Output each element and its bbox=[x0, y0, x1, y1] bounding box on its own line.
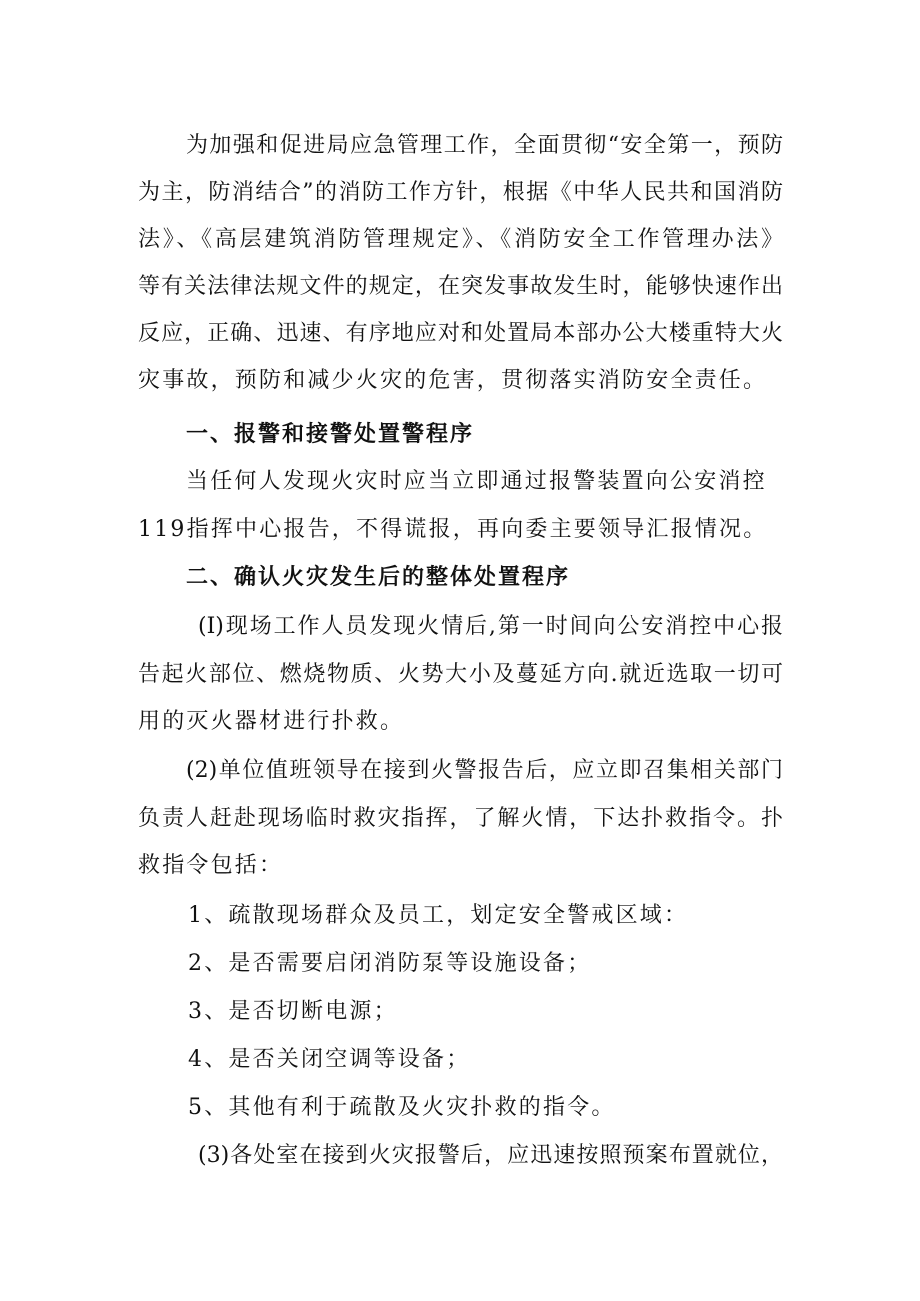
item-2-line: 救指令包括： bbox=[138, 853, 284, 878]
intro-line: 为主，防消结合”的消防工作方针，根据《中华人民共和国消防 bbox=[138, 180, 783, 205]
order-item: 4、是否关闭空调等设备； bbox=[188, 1047, 471, 1072]
section1-line: 当任何人发现火灾时应当立即通过报警装置向公安消控 bbox=[186, 469, 767, 494]
item-2-line: (2)单位值班领导在接到火警报告后，应立即召集相关部门 bbox=[186, 758, 783, 783]
intro-line: 灾事故，预防和减少火灾的危害，贯彻落实消防安全责任。 bbox=[138, 368, 768, 393]
item-1-line: (I)现场工作人员发现火情后,第一时间向公安消控中心报 bbox=[198, 614, 783, 639]
intro-line: 等有关法律法规文件的规定，在突发事故发生时，能够快速作出 bbox=[138, 274, 783, 299]
order-item: 2、是否需要启闭消防泵等设施设备； bbox=[188, 951, 592, 976]
section1-line: 119指挥中心报告，不得谎报，再向委主要领导汇报情况。 bbox=[138, 517, 768, 542]
order-item: 5、其他有利于疏散及火灾扑救的指令。 bbox=[188, 1095, 616, 1120]
item-2-line: 负责人赶赴现场临时救灾指挥，了解火情，下达扑救指令。扑 bbox=[138, 806, 783, 831]
order-item: 1、疏散现场群众及员工，划定安全警戒区域： bbox=[188, 903, 689, 928]
section-heading-1: 一、报警和接警处置警程序 bbox=[186, 422, 475, 447]
item-1-line: 告起火部位、燃烧物质、火势大小及蔓延方向.就近选取一切可 bbox=[138, 662, 783, 687]
item-3-line: (3)各处室在接到火灾报警后，应迅速按照预案布置就位， bbox=[198, 1143, 783, 1168]
intro-line: 为加强和促进局应急管理工作，全面贯彻“安全第一，预防 bbox=[186, 133, 783, 158]
intro-line: 反应，正确、迅速、有序地应对和处置局本部办公大楼重特大火 bbox=[138, 321, 783, 346]
section-heading-2: 二、确认火灾发生后的整体处置程序 bbox=[186, 565, 571, 590]
order-item: 3、是否切断电源； bbox=[188, 999, 398, 1024]
intro-line: 法》、《高层建筑消防管理规定》、《消防安全工作管理办法》 bbox=[138, 227, 783, 252]
item-1-line: 用的灭火器材进行扑救。 bbox=[138, 709, 405, 734]
